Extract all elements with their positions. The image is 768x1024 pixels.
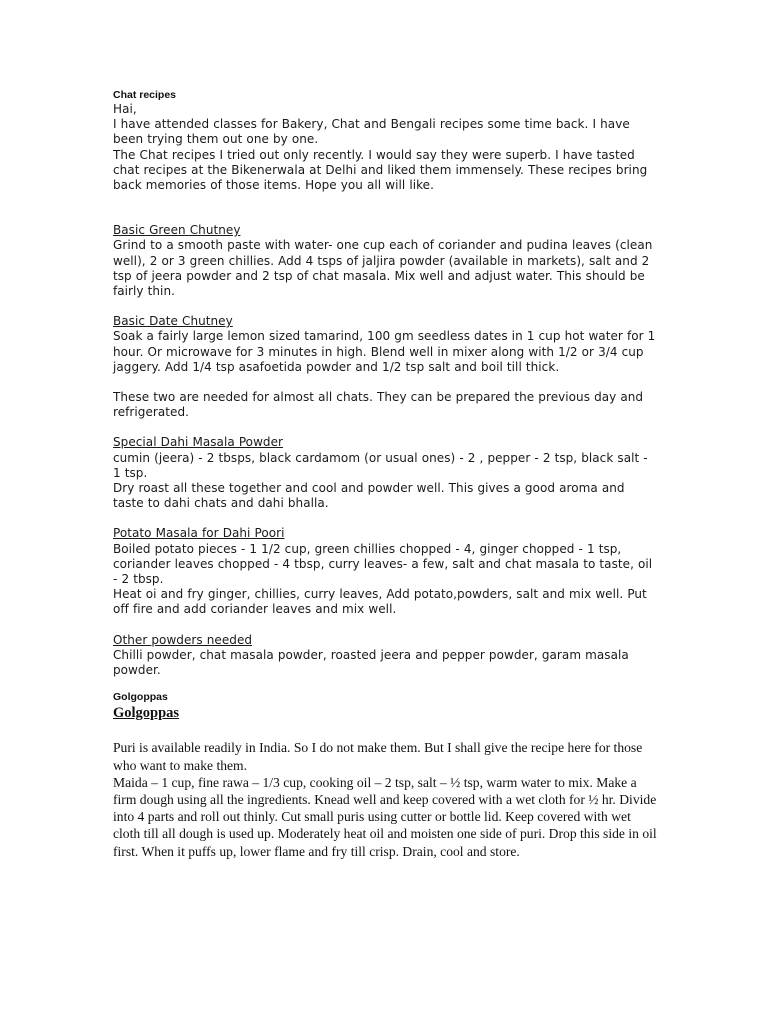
golgoppas-small-title: Golgoppas [113, 691, 168, 704]
date-chutney-section [113, 314, 658, 375]
section-heading: Potato Masala for Dahi Poori [113, 526, 285, 541]
intro-greeting: Hai, [113, 102, 137, 116]
dahi-masala-section [113, 435, 658, 511]
potato-masala-section [113, 526, 658, 617]
section-body: Maida – 1 cup, fine rawa – 1/3 cup, cooking oil – 2 tsp, salt – ½ tsp, warm water to mix. Make a firm dough using all the ingredients. Knead well and keep covered with a wet cloth for ½ hr. Divide into 4 parts and roll out thinly. Cut small puris using cutter or bottle lid. Keep covered with wet cloth till all dough is used up. Moderately heat oil and moisten one side of puri. Drop this side in oil first. When it puffs up, lower flame and fry till crisp. Drain, cool and store. [113, 774, 657, 859]
section-body: Puri is available readily in India. So I do not make them. But I shall give the recipe here for those who want to make them. [113, 740, 643, 773]
intro-section [113, 102, 658, 193]
document-page [113, 88, 658, 860]
other-powders-section [113, 633, 658, 679]
section-body: Dry roast all these together and cool and powder well. This gives a good aroma and taste to dahi chats and dahi bhalla. [113, 481, 625, 511]
section-heading: Basic Date Chutney [113, 314, 233, 329]
note-text: These two are needed for almost all chats. They can be prepared the previous day and refrigerated. [113, 390, 644, 420]
golgoppas-title: Golgoppas [113, 705, 180, 722]
section-heading: Other powders needed [113, 632, 253, 647]
document-title: Chat recipes [113, 89, 177, 101]
section-body: Chilli powder, chat masala powder, roasted jeera and pepper powder, garam masala powder. [113, 647, 629, 678]
section-body: Grind to a smooth paste with water- one cup each of coriander and pudina leaves (clean well), 2 or 3 green chillies. Add 4 tsps of jaljira powder (available in markets), salt and 2 tsp of jeera powder and 2 tsp of chat masala. Mix well and adjust water. This should be fairly thin. [113, 238, 653, 299]
section-body: cumin (jeera) - 2 tbsps, black cardamom (or usual ones) - 2 , pepper - 2 tsp, black salt - 1 tsp. [113, 450, 648, 480]
section-body: Heat oi and fry ginger, chillies, curry leaves, Add potato,powders, salt and mix well. Put off fire and add coriander leaves and mix well. [113, 587, 647, 617]
intro-paragraph: I have attended classes for Bakery, Chat and Bengali recipes some time back. I have been trying them out one by one. [113, 117, 630, 147]
section-heading: Special Dahi Masala Powder [113, 435, 284, 450]
note-section [113, 390, 658, 420]
section-body: Boiled potato pieces - 1 1/2 cup, green chillies chopped - 4, ginger chopped - 1 tsp, coriander leaves chopped - 4 tbsp, curry leaves- a few, salt and chat masala to taste, oil - 2 tbsp. [113, 541, 653, 587]
section-body: Soak a fairly large lemon sized tamarind, 100 gm seedless dates in 1 cup hot water for 1 hour. Or microwave for 3 minutes in high. Blend well in mixer along with 1/2 or 3/4 cup jaggery. Add 1/4 tsp asafoetida powder and 1/2 tsp salt and boil till thick. [113, 329, 656, 374]
section-heading: Basic Green Chutney [113, 223, 241, 238]
green-chutney-section [113, 223, 658, 299]
golgoppas-section [113, 739, 658, 859]
intro-paragraph: The Chat recipes I tried out only recently. I would say they were superb. I have tasted chat recipes at the Bikenerwala at Delhi and liked them immensely. These recipes bring back memories of those items. Hope you all will like. [113, 147, 648, 193]
